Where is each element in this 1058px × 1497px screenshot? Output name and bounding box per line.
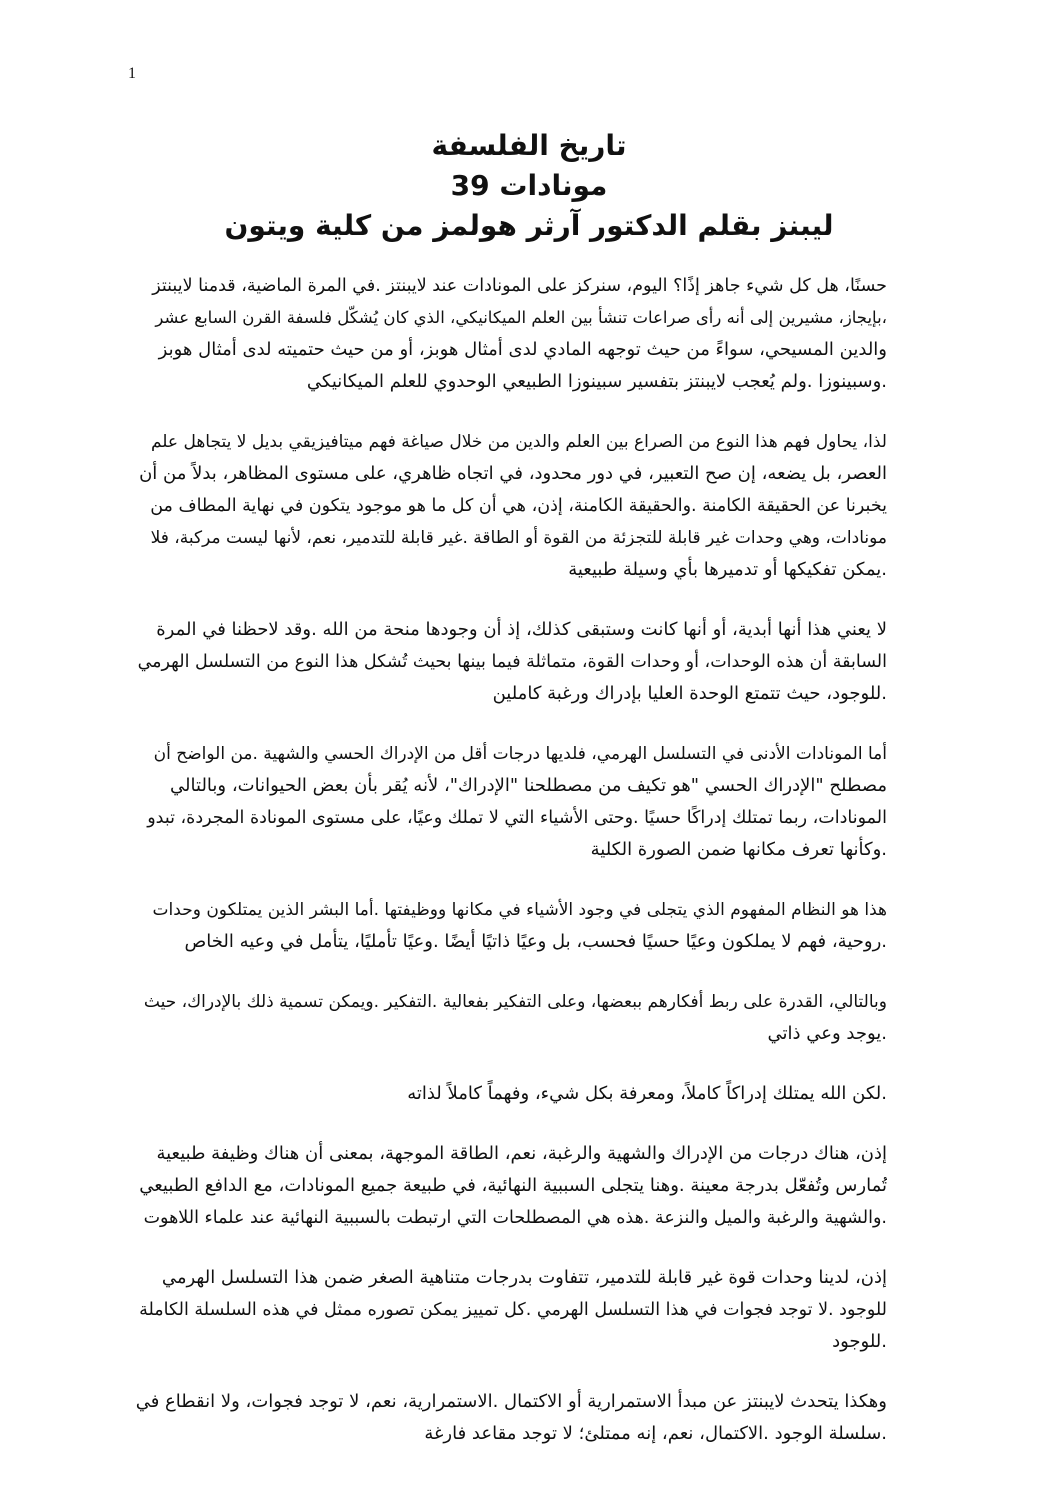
- paragraph-line: مونادات، وهي وحدات غير قابلة للتجزئة من القوة أو الطاقة .غير قابلة للتدمير، نعم، لأنها ليست مركبة، فلا: [150, 528, 887, 548]
- document-title: [120, 126, 938, 246]
- paragraph-line: للوجود .لا توجد فجوات في هذا التسلسل الهرمي .كل تمييز يمكن تصوره ممثل في هذه السلسلة الكاملة: [139, 1300, 887, 1320]
- page-number: 1: [128, 65, 136, 82]
- paragraph-line: .روحية، فهم لا يملكون وعيًا حسيًا فحسب، بل وعيًا ذاتيًا أيضًا .وعيًا تأمليًا، يتأمل في وعيه الخاص: [184, 931, 887, 952]
- paragraph-line: يخبرنا عن الحقيقة الكامنة .والحقيقة الكامنة، إذن، هي أن كل ما هو موجود يتكون في نهاية المطاف من: [150, 496, 887, 516]
- paragraph-line: ،بإيجاز، مشيرين إلى أنه رأى صراعات تنشأ بين العلم الميكانيكي، الذي كان يُشكّل فلسفة القرن السابع عشر: [155, 308, 887, 327]
- paragraph: [135, 426, 887, 586]
- paragraph-line: تُمارس وتُفعّل بدرجة معينة .وهنا يتجلى السببية النهائية، في طبيعة جميع المونادات، مع الدافع الطبيعي: [139, 1175, 887, 1196]
- paragraph-line: إذن، لدينا وحدات قوة غير قابلة للتدمير، تتفاوت بدرجات متناهية الصغر ضمن هذا التسلسل الهرمي: [161, 1267, 887, 1288]
- paragraph-line: والدين المسيحي، سواءً من حيث توجهه المادي لدى أمثال هوبز، أو من حيث حتميته لدى أمثال هوبز: [158, 339, 887, 360]
- paragraph-line: .وكأنها تعرف مكانها ضمن الصورة الكلية: [590, 839, 887, 860]
- title-line-lecture: مونادات 39: [450, 169, 608, 202]
- paragraph-line: وهكذا يتحدث لايبنتز عن مبدأ الاستمرارية أو الاكتمال .الاستمرارية، نعم، لا توجد فجوات، ولا انقطاع في: [135, 1391, 887, 1412]
- paragraph-line: إذن، هناك درجات من الإدراك والشهية والرغبة، نعم، الطاقة الموجهة، بمعنى أن هناك وظيفة طبيعية: [156, 1143, 887, 1164]
- paragraph-line: حسنًا، هل كل شيء جاهز إذًا؟ اليوم، سنركز على المونادات عند لايبنتز .في المرة الماضية، قدمنا لايبنتز: [152, 276, 887, 296]
- paragraph-line: وبالتالي، القدرة على ربط أفكارهم ببعضها، وعلى التفكير بفعالية .التفكير .ويمكن تسمية ذلك بالإدراك، حيث: [143, 992, 887, 1012]
- paragraph-line: لا يعني هذا أنها أبدية، أو أنها كانت وستبقى كذلك، إذ أن وجودها منحة من الله .وقد لاحظنا في المرة: [156, 619, 887, 640]
- paragraph-line: .لكن الله يمتلك إدراكاً كاملاً، ومعرفة بكل شيء، وفهماً كاملاً لذاته: [407, 1083, 887, 1104]
- paragraph-line: .سلسلة الوجود .الاكتمال، نعم، إنه ممتلئ؛ لا توجد مقاعد فارغة: [424, 1423, 887, 1444]
- paragraph: [135, 1078, 887, 1110]
- paragraph: [135, 1386, 887, 1450]
- paragraph: [135, 738, 887, 866]
- paragraph-line: .وسبينوزا .ولم يُعجب لايبنتز بتفسير سبينوزا الطبيعي الوحدوي للعلم الميكانيكي: [306, 371, 887, 392]
- paragraph-line: .للوجود، حيث تتمتع الوحدة العليا بإدراك ورغبة كاملين: [492, 683, 887, 704]
- paragraph-line: أما المونادات الأدنى في التسلسل الهرمي، فلديها درجات أقل من الإدراك الحسي والشهية .من الواضح أن: [153, 744, 887, 764]
- title-line-author: ليبنز بقلم الدكتور آرثر هولمز من كلية ويتون: [224, 209, 834, 242]
- paragraph-line: المونادات، ربما تمتلك إدراكًا حسيًا .وحتى الأشياء التي لا تملك وعيًا، على مستوى المونادة المجردة، تبدو: [147, 808, 887, 828]
- paragraph-line: .والشهية والرغبة والميل والنزعة .هذه هي المصطلحات التي ارتبطت بالسببية النهائية عند علماء اللاهوت: [143, 1208, 887, 1228]
- paragraph-line: .للوجود: [832, 1331, 887, 1352]
- paragraph-line: العصر، بل يضعه، إن صح التعبير، في دور محدود، في اتجاه ظاهري، على مستوى المظاهر، بدلاً من أن: [139, 463, 887, 484]
- paragraph-line: السابقة أن هذه الوحدات، أو وحدات القوة، متماثلة فيما بينها بحيث تُشكل هذا النوع من التسلسل الهرمي: [137, 652, 887, 672]
- document-body: [135, 270, 887, 1478]
- paragraph-line: .يوجد وعي ذاتي: [767, 1023, 887, 1044]
- paragraph: [135, 986, 887, 1050]
- title-line-course: تاريخ الفلسفة: [431, 129, 627, 162]
- paragraph-line: لذا، يحاول فهم هذا النوع من الصراع بين العلم والدين من خلال صياغة فهم ميتافيزيقي بديل لا يتجاهل علم: [150, 432, 887, 452]
- paragraph: [135, 1138, 887, 1234]
- paragraph-line: هذا هو النظام المفهوم الذي يتجلى في وجود الأشياء في مكانها ووظيفتها .أما البشر الذين يمتلكون وحدات: [152, 900, 887, 920]
- paragraph: [135, 894, 887, 958]
- paragraph: [135, 270, 887, 398]
- paragraph-line: .يمكن تفكيكها أو تدميرها بأي وسيلة طبيعية: [568, 559, 887, 580]
- paragraph: [135, 1262, 887, 1358]
- paragraph-line: مصطلح "الإدراك الحسي "هو تكيف من مصطلحنا "الإدراك"، لأنه يُقر بأن بعض الحيوانات، وبالتالي: [170, 775, 887, 796]
- paragraph: [135, 614, 887, 710]
